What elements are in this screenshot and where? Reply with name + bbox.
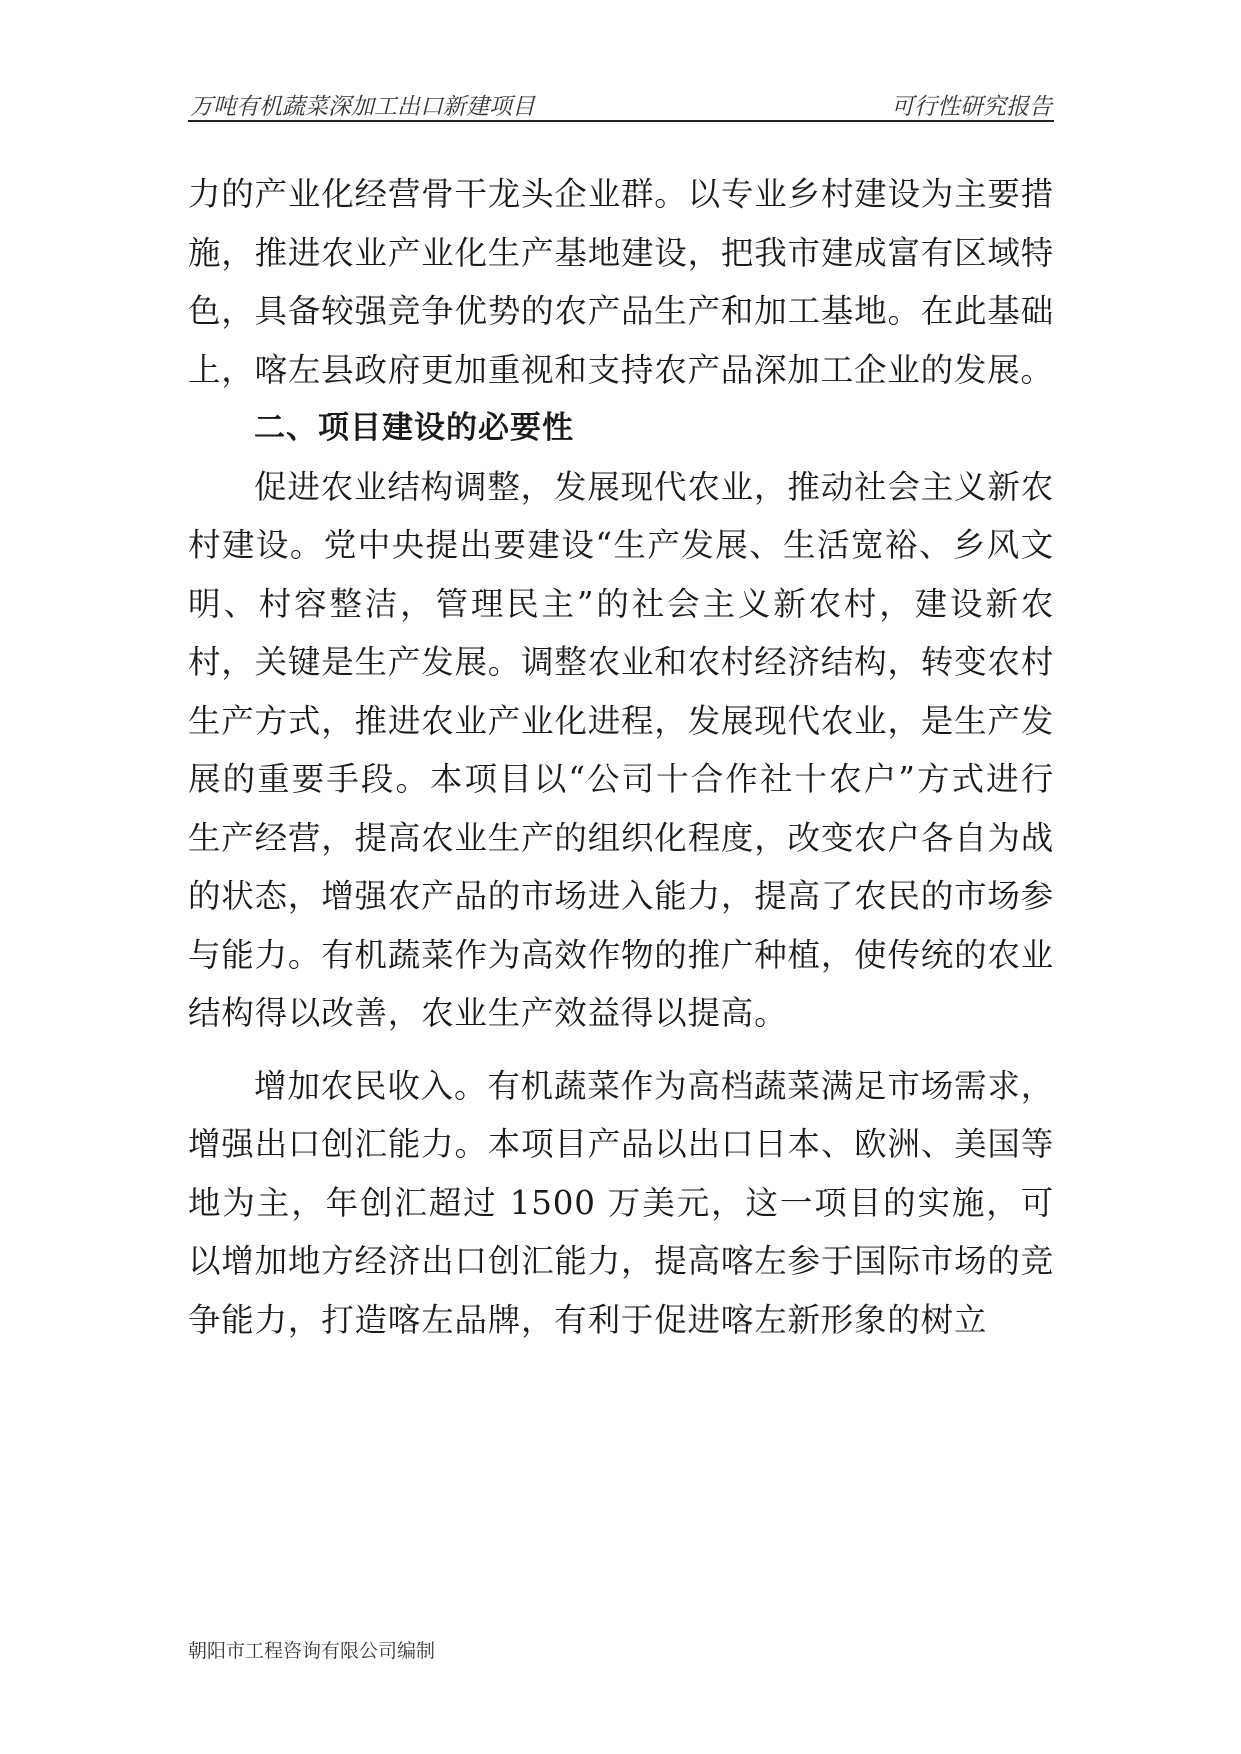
paragraph-farmer-income: 增加农民收入。有机蔬菜作为高档蔬菜满足市场需求，增强出口创汇能力。本项目产品以出口日本、欧洲、美国等地为主，年创汇超过 1500 万美元，这一项目的实施，可以增加地方经济出口创汇能力，提高喀左参于国际市场的竞争能力，打造喀左品牌，有利于促进喀左新形象的树立: [188, 1066, 1054, 1339]
section-heading-necessity: 二、项目建设的必要性: [254, 410, 574, 446]
page-footer: 朝阳市工程咨询有限公司编制: [188, 1640, 436, 1662]
document-title: 万吨有机蔬菜深加工出口新建项目: [190, 94, 535, 120]
page-header: [188, 84, 1054, 122]
document-body: [188, 165, 1054, 1349]
paragraph-agricultural-structure: 促进农业结构调整，发展现代农业，推动社会主义新农村建设。党中央提出要建设“生产发展、生活宽裕、乡风文明、村容整洁，管理民主”的社会主义新农村，建设新农村，关键是生产发展。调整农业和农村经济结构，转变农村生产方式，推进农业产业化进程，发展现代农业，是生产发展的重要手段。本项目以“公司十合作社十农户”方式进行生产经营，提高农业生产的组织化程度，改变农户各自为战的状态，增强农产品的市场进入能力，提高了农民的市场参与能力。有机蔬菜作为高效作物的推广种植，使传统的农业结构得以改善，农业生产效益得以提高。: [188, 467, 1054, 1032]
report-type: 可行性研究报告: [891, 94, 1052, 120]
paragraph-intro: 力的产业化经营骨干龙头企业群。以专业乡村建设为主要措施，推进农业产业化生产基地建设，把我市建成富有区域特色，具备较强竞争优势的农产品生产和加工基地。在此基础上，喀左县政府更加重视和支持农产品深加工企业的发展。: [188, 175, 1054, 389]
